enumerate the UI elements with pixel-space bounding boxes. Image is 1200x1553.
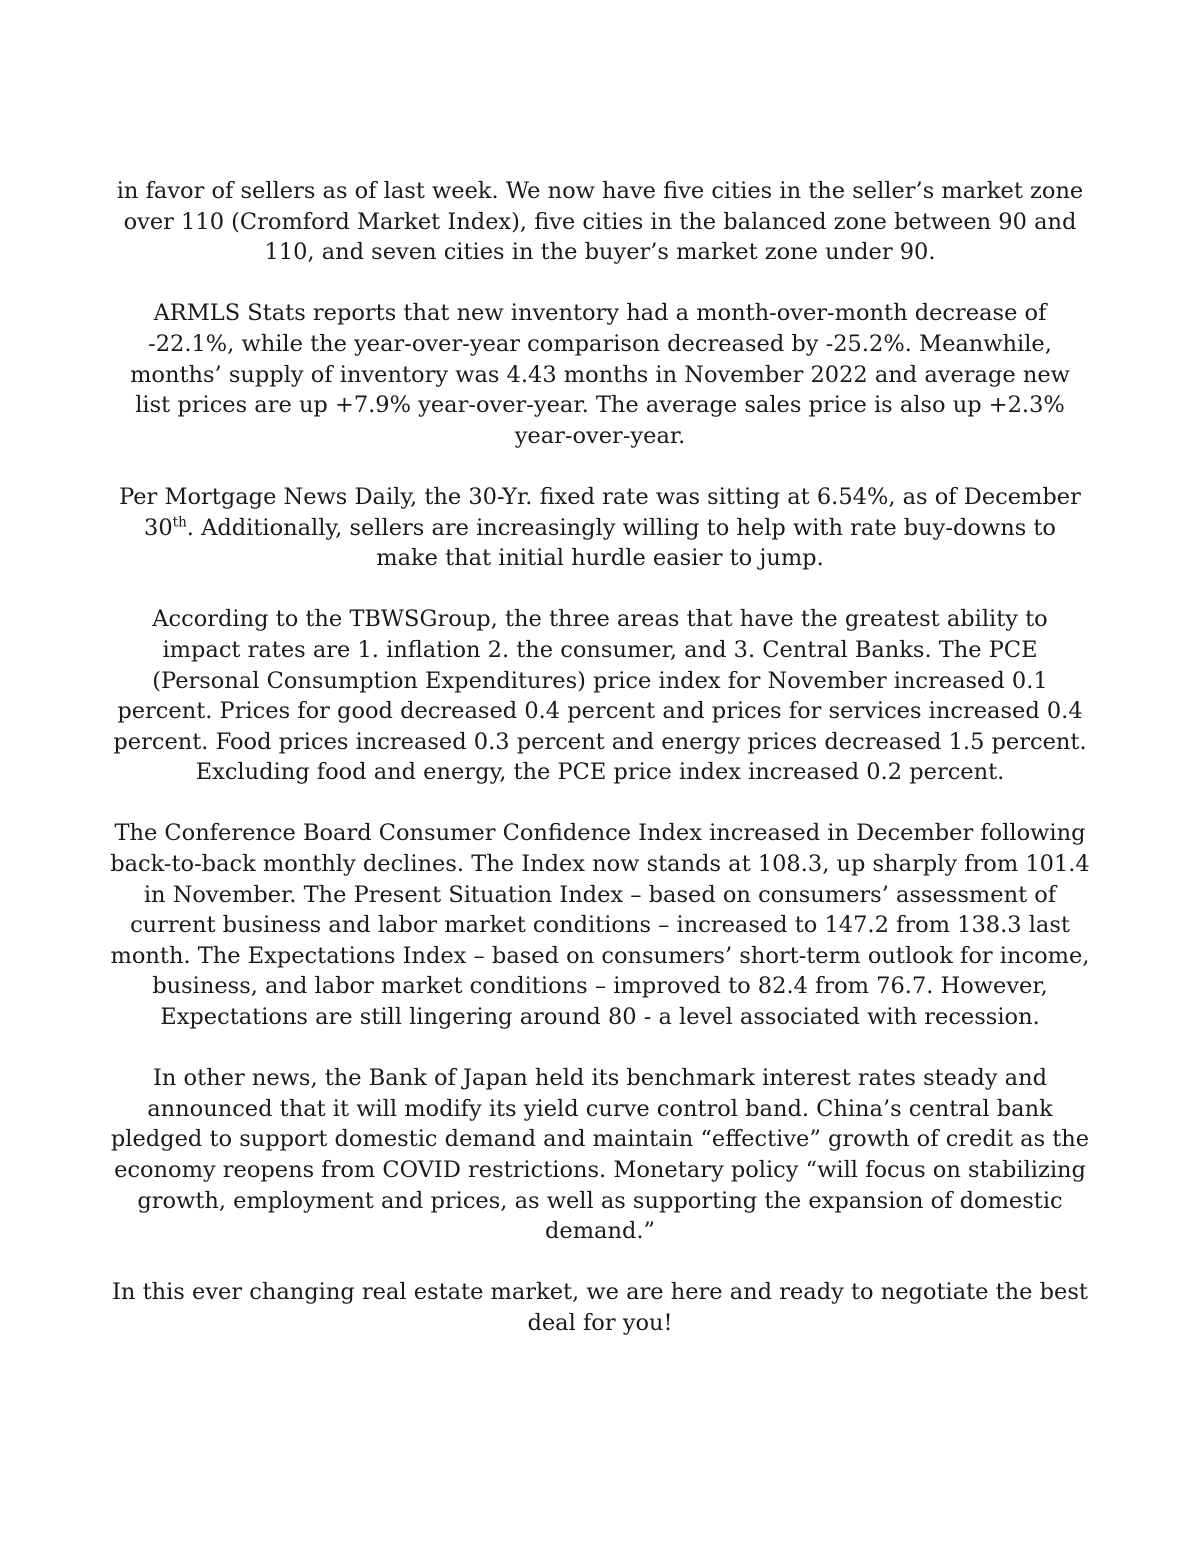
paragraph-armls-stats: ARMLS Stats reports that new inventory had a month-over-month decrease of -22.1%, while the year-over-year comparison decreased by -25.2%. Meanwhile, months’ supply of inventory was 4.43 months in November 2022 and average new list prices are up +7.9% year-over-year. The average sales price is also up +2.3% year-over-year. <box>130 300 1070 449</box>
paragraph-other-news: In other news, the Bank of Japan held its benchmark interest rates steady and announced that it will modify its yield curve control band. China’s central bank pledged to support domestic demand and maintain “effective” growth of credit as the economy reopens from COVID restrictions. Monetary policy “will focus on stabilizing growth, employment and prices, as well as supporting the expansion of domestic demand.” <box>110 1065 1090 1245</box>
mortgage-rate-text-start: Per Mortgage News Daily, the 30-Yr. fixed rate was sitting at 6.54%, as of December 30 <box>119 483 1081 541</box>
document-body <box>110 176 1090 1369</box>
mortgage-rate-text-end: . Additionally, sellers are increasingly willing to help with rate buy-downs to make that initial hurdle easier to jump. <box>186 514 1056 572</box>
paragraph-mortgage-rate <box>110 482 1090 574</box>
paragraph-pce-index: According to the TBWSGroup, the three areas that have the greatest ability to impact rates are 1. inflation 2. the consumer, and 3. Central Banks. The PCE (Personal Consumption Expenditures) price index for November increased 0.1 percent. Prices for good decreased 0.4 percent and prices for services increased 0.4 percent. Food prices increased 0.3 percent and energy prices decreased 1.5 percent. Excluding food and energy, the PCE price index increased 0.2 percent. <box>113 606 1087 786</box>
paragraph-consumer-confidence: The Conference Board Consumer Confidence Index increased in December following back-to-back monthly declines. The Index now stands at 108.3, up sharply from 101.4 in November. The Present Situation Index – based on consumers’ assessment of current business and labor market conditions – increased to 147.2 from 138.3 last month. The Expectations Index – based on consumers’ short-term outlook for income, business, and labor market conditions – improved to 82.4 from 76.7. However, Expectations are still lingering around 80 - a level associated with recession. <box>110 820 1090 1031</box>
paragraph-closing: In this ever changing real estate market, we are here and ready to negotiate the best deal for you! <box>112 1279 1088 1336</box>
paragraph-market-zones: in favor of sellers as of last week. We now have five cities in the seller’s market zone over 110 (Cromford Market Index), five cities in the balanced zone between 90 and 110, and seven cities in the buyer’s market zone under 90. <box>116 178 1084 266</box>
date-ordinal-suffix: th <box>172 514 187 531</box>
